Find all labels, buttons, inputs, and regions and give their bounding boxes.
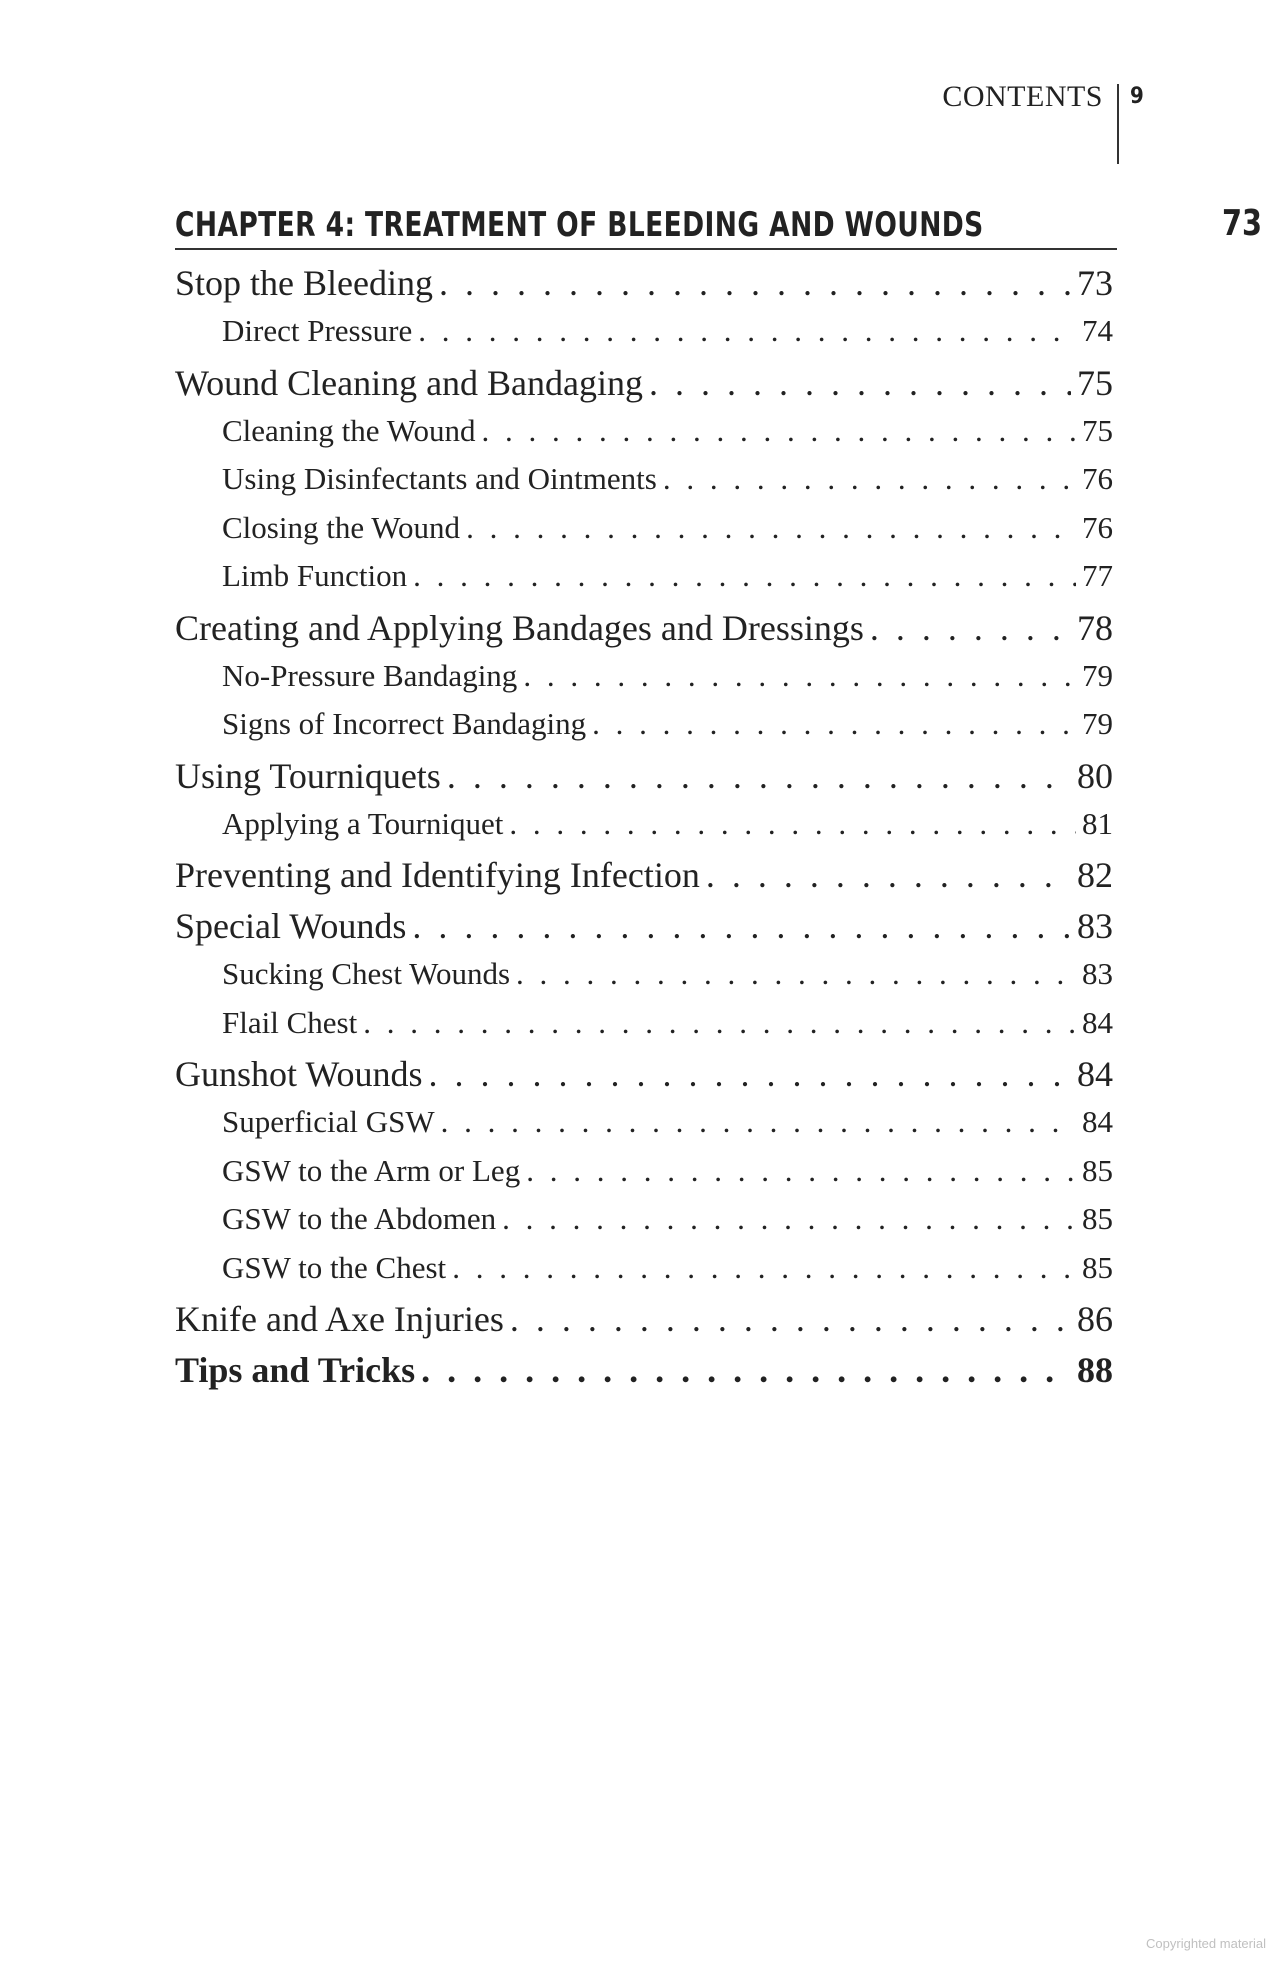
toc-entry-label: No-Pressure Bandaging — [222, 657, 518, 693]
toc-dot-leader — [663, 461, 1076, 497]
toc-subsection-entry — [175, 1005, 1113, 1054]
toc-dot-leader — [363, 1005, 1076, 1041]
toc-entry-page: 85 — [1082, 1152, 1113, 1188]
toc-dot-leader — [413, 558, 1076, 594]
toc-entry-label: Using Tourniquets — [175, 755, 441, 796]
toc-dot-leader — [510, 1298, 1071, 1340]
toc-entry-page: 82 — [1077, 855, 1113, 895]
toc-entry-label: Preventing and Identifying Infection — [175, 855, 700, 895]
toc-subsection-entry — [175, 510, 1113, 559]
toc-subsection-entry — [175, 806, 1113, 855]
toc-entry-page: 74 — [1082, 313, 1113, 348]
toc-entry-page: 77 — [1082, 558, 1113, 593]
toc-entry-label: Flail Chest — [222, 1004, 358, 1040]
toc-dot-leader — [523, 658, 1076, 694]
toc-dot-leader — [466, 510, 1076, 546]
toc-entry-page: 76 — [1082, 509, 1113, 545]
toc-entry-page: 76 — [1082, 461, 1113, 496]
toc-dot-leader — [870, 607, 1071, 649]
page-number: 9 — [1130, 84, 1144, 109]
toc-dot-leader — [706, 854, 1071, 896]
toc-entry-page: 84 — [1082, 1104, 1113, 1139]
toc-dot-leader — [421, 1349, 1071, 1391]
toc-subsection-entry — [175, 1250, 1113, 1299]
toc-entry-label: Stop the Bleeding — [175, 263, 433, 303]
toc-entry-label: Tips and Tricks — [175, 1350, 416, 1390]
toc-entry-page: 84 — [1082, 1004, 1113, 1040]
toc-entry-label: Superficial GSW — [222, 1104, 435, 1139]
toc-dot-leader — [649, 362, 1071, 404]
toc-entry-label: Using Disinfectants and Ointments — [222, 461, 657, 496]
toc-entry-page: 83 — [1082, 956, 1113, 991]
toc-dot-leader — [412, 905, 1071, 947]
toc-subsection-entry — [175, 706, 1113, 755]
toc-dot-leader — [418, 313, 1076, 349]
toc-dot-leader — [592, 706, 1076, 742]
toc-dot-leader — [502, 1201, 1076, 1237]
toc-entry-page: 83 — [1077, 906, 1113, 946]
toc-subsection-entry — [175, 313, 1113, 362]
toc-subsection-entry — [175, 658, 1113, 707]
toc-entry-page: 78 — [1077, 607, 1113, 648]
toc-subsection-entry — [175, 1104, 1113, 1153]
toc-dot-leader — [509, 806, 1076, 842]
toc-entry-page: 79 — [1082, 657, 1113, 693]
copyright-watermark: Copyrighted material — [1146, 1936, 1266, 1951]
toc-entry-label: Special Wounds — [175, 906, 407, 946]
toc-section-entry — [175, 1349, 1113, 1400]
toc-dot-leader — [482, 413, 1076, 449]
toc-dot-leader — [447, 755, 1071, 797]
toc-entry-label: GSW to the Chest — [222, 1249, 447, 1285]
toc-dot-leader — [526, 1153, 1076, 1189]
toc-section-entry — [175, 1053, 1113, 1104]
toc-subsection-entry — [175, 956, 1113, 1005]
toc-subsection-entry — [175, 461, 1113, 510]
toc-section-entry — [175, 1298, 1113, 1349]
header-divider — [1117, 84, 1119, 164]
toc-entry-label: Cleaning the Wound — [222, 412, 476, 448]
toc-entry-label: Direct Pressure — [222, 313, 413, 348]
toc-section-entry — [175, 362, 1113, 413]
toc-entry-label: GSW to the Arm or Leg — [222, 1152, 521, 1188]
toc-entry-page: 75 — [1082, 412, 1113, 448]
running-head: CONTENTS — [942, 80, 1103, 113]
toc-entry-page: 73 — [1077, 263, 1113, 303]
toc-entry-label: Wound Cleaning and Bandaging — [175, 362, 644, 403]
toc-entry-label: Signs of Incorrect Bandaging — [222, 706, 587, 741]
toc-subsection-entry — [175, 1201, 1113, 1250]
toc-entry-label: Knife and Axe Injuries — [175, 1299, 504, 1339]
toc-section-entry — [175, 755, 1113, 806]
toc-entry-label: Closing the Wound — [222, 509, 461, 545]
toc-dot-leader — [439, 262, 1071, 304]
toc-entry-page: 86 — [1077, 1299, 1113, 1339]
toc-entry-label: Creating and Applying Bandages and Dressings — [175, 607, 864, 648]
toc-dot-leader — [428, 1053, 1071, 1095]
toc-section-entry — [175, 607, 1113, 658]
chapter-heading — [175, 196, 1262, 250]
toc-entry-label: Gunshot Wounds — [175, 1054, 423, 1094]
toc-section-entry — [175, 854, 1113, 905]
toc-entry-page: 75 — [1077, 362, 1113, 403]
toc-entry-page: 79 — [1082, 706, 1113, 741]
toc-entry-page: 88 — [1077, 1350, 1113, 1390]
toc-entry-page: 85 — [1082, 1249, 1113, 1285]
chapter-page-number: 73 — [1221, 203, 1262, 244]
toc-dot-leader — [516, 956, 1076, 992]
toc-entry-page: 84 — [1077, 1054, 1113, 1094]
toc-entry-label: GSW to the Abdomen — [222, 1201, 497, 1236]
table-of-contents — [175, 262, 1113, 1400]
toc-subsection-entry — [175, 558, 1113, 607]
toc-entry-page: 85 — [1082, 1201, 1113, 1236]
toc-dot-leader — [452, 1250, 1076, 1286]
toc-entry-label: Applying a Tourniquet — [222, 805, 504, 841]
toc-entry-label: Limb Function — [222, 558, 408, 593]
toc-entry-page: 81 — [1082, 805, 1113, 841]
toc-section-entry — [175, 262, 1113, 313]
page-header — [0, 80, 1280, 170]
toc-subsection-entry — [175, 413, 1113, 462]
toc-entry-label: Sucking Chest Wounds — [222, 956, 511, 991]
toc-section-entry — [175, 905, 1113, 956]
toc-subsection-entry — [175, 1153, 1113, 1202]
toc-dot-leader — [441, 1104, 1076, 1140]
toc-entry-page: 80 — [1077, 755, 1113, 796]
chapter-title: CHAPTER 4: TREATMENT OF BLEEDING AND WOUNDS — [175, 205, 984, 245]
